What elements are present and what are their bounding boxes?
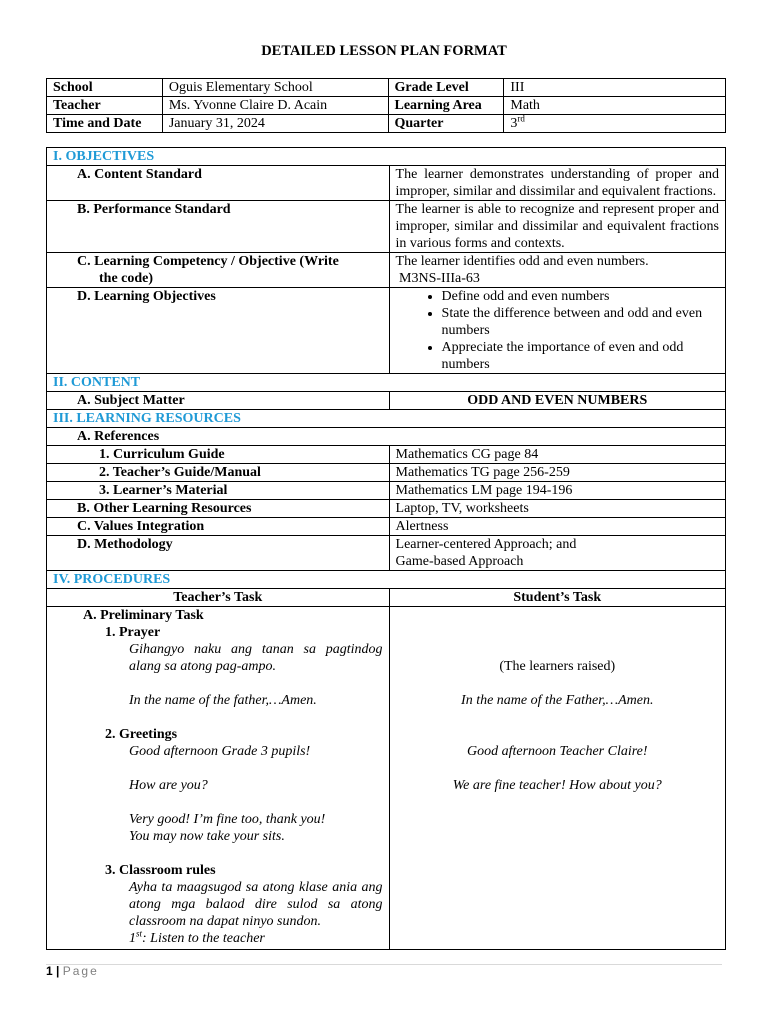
procedures-heading: IV. PROCEDURES: [47, 571, 726, 589]
greeting-response: Very good! I’m fine too, thank you!: [129, 812, 326, 827]
learning-objectives-label: D. Learning Objectives: [47, 288, 390, 374]
footer-separator: |: [52, 964, 63, 978]
references-label: A. References: [47, 428, 726, 446]
students-task-header: Student’s Task: [389, 589, 725, 607]
methodology-line1: Learner-centered Approach; and: [395, 537, 577, 552]
competency-label-line1: C. Learning Competency / Objective (Write: [77, 254, 339, 269]
prayer-closing: In the name of the father,…Amen.: [129, 693, 317, 708]
teachers-task-cell: [47, 607, 390, 950]
student-raise: (The learners raised): [499, 659, 616, 674]
teachers-task-header: Teacher’s Task: [47, 589, 390, 607]
area-label: Learning Area: [388, 97, 504, 115]
values-integration-label: C. Values Integration: [47, 518, 390, 536]
curriculum-guide-value: Mathematics CG page 84: [389, 446, 725, 464]
classroom-rules-text: Ayha ta maagsugod sa atong klase ania ang atong mga balaod dire sulod sa atong classroom na dapat ninyo sundon.: [129, 880, 383, 929]
student-prayer-closing: In the name of the Father,…Amen.: [461, 693, 654, 708]
competency-text: The learner identifies odd and even numbers.: [395, 254, 649, 269]
methodology-line2: Game-based Approach: [395, 554, 524, 569]
students-task-cell: [389, 607, 725, 950]
preliminary-task-label: A. Preliminary Task: [83, 608, 204, 623]
quarter-ordinal: rd: [517, 113, 525, 124]
competency-label-line2: the code): [99, 271, 154, 286]
school-label: School: [47, 79, 163, 97]
learners-material-value: Mathematics LM page 194-196: [389, 482, 725, 500]
performance-standard-text: The learner is able to recognize and represent proper and improper, similar and dissimilar and equivalent fractions in various forms and contexts.: [389, 201, 725, 253]
objective-item: • State the difference between and odd and even numbers: [442, 305, 719, 339]
learning-competency-text: [389, 253, 725, 288]
footer-divider: [46, 964, 722, 965]
content-heading: II. CONTENT: [47, 374, 726, 392]
rule-text: : Listen to the teacher: [142, 931, 265, 946]
rule-ordinal: st: [136, 928, 143, 939]
subject-matter-label: A. Subject Matter: [47, 392, 390, 410]
school-value: Oguis Elementary School: [162, 79, 388, 97]
teachers-guide-value: Mathematics TG page 256-259: [389, 464, 725, 482]
prayer-label: 1. Prayer: [105, 625, 161, 640]
teachers-guide-label: 2. Teacher’s Guide/Manual: [47, 464, 390, 482]
page-number: 1: [46, 964, 53, 978]
objective-item: • Define odd and even numbers: [442, 288, 719, 305]
learning-objectives-list: [396, 288, 719, 373]
grade-label: Grade Level: [388, 79, 504, 97]
time-value: January 31, 2024: [162, 115, 388, 133]
content-standard-text: The learner demonstrates understanding of proper and improper, similar and dissimilar and equivalent fractions.: [389, 166, 725, 201]
quarter-value: [504, 115, 726, 133]
quarter-label: Quarter: [388, 115, 504, 133]
content-standard-label: A. Content Standard: [47, 166, 390, 201]
competency-code: M3NS-IIIa-63: [395, 271, 480, 286]
area-value: Math: [504, 97, 726, 115]
methodology-label: D. Methodology: [47, 536, 390, 571]
teacher-value: Ms. Yvonne Claire D. Acain: [162, 97, 388, 115]
objectives-heading: I. OBJECTIVES: [47, 148, 726, 166]
page-word: Page: [62, 964, 99, 978]
quarter-number: 3: [510, 116, 518, 131]
teacher-label: Teacher: [47, 97, 163, 115]
student-greeting: Good afternoon Teacher Claire!: [466, 744, 648, 759]
page-footer: [46, 964, 99, 978]
other-resources-label: B. Other Learning Resources: [47, 500, 390, 518]
classroom-rules-label: 3. Classroom rules: [105, 863, 216, 878]
document-title: DETAILED LESSON PLAN FORMAT: [261, 43, 507, 59]
grade-value: III: [504, 79, 726, 97]
time-label: Time and Date: [47, 115, 163, 133]
learning-objectives-list-cell: [389, 288, 725, 374]
greeting-line: Good afternoon Grade 3 pupils!: [129, 744, 311, 759]
learning-competency-label: [47, 253, 390, 288]
values-integration-value: Alertness: [389, 518, 725, 536]
greeting-sit: You may now take your sits.: [129, 829, 285, 844]
rule-number: 1: [129, 931, 136, 946]
greeting-question: How are you?: [129, 778, 208, 793]
learning-resources-heading: III. LEARNING RESOURCES: [47, 410, 726, 428]
subject-matter-value: ODD AND EVEN NUMBERS: [389, 392, 725, 410]
other-resources-value: Laptop, TV, worksheets: [389, 500, 725, 518]
school-info-table: [46, 78, 726, 133]
curriculum-guide-label: 1. Curriculum Guide: [47, 446, 390, 464]
objective-item: • Appreciate the importance of even and odd numbers: [442, 339, 719, 373]
performance-standard-label: B. Performance Standard: [47, 201, 390, 253]
greetings-label: 2. Greetings: [105, 727, 178, 742]
learners-material-label: 3. Learner’s Material: [47, 482, 390, 500]
lesson-plan-table: [46, 147, 726, 950]
student-reply: We are fine teacher! How about you?: [452, 778, 662, 793]
methodology-value: [389, 536, 725, 571]
prayer-text: Gihangyo naku ang tanan sa pagtindog alang sa atong pag-ampo.: [129, 642, 383, 674]
rule-item: [53, 930, 383, 947]
